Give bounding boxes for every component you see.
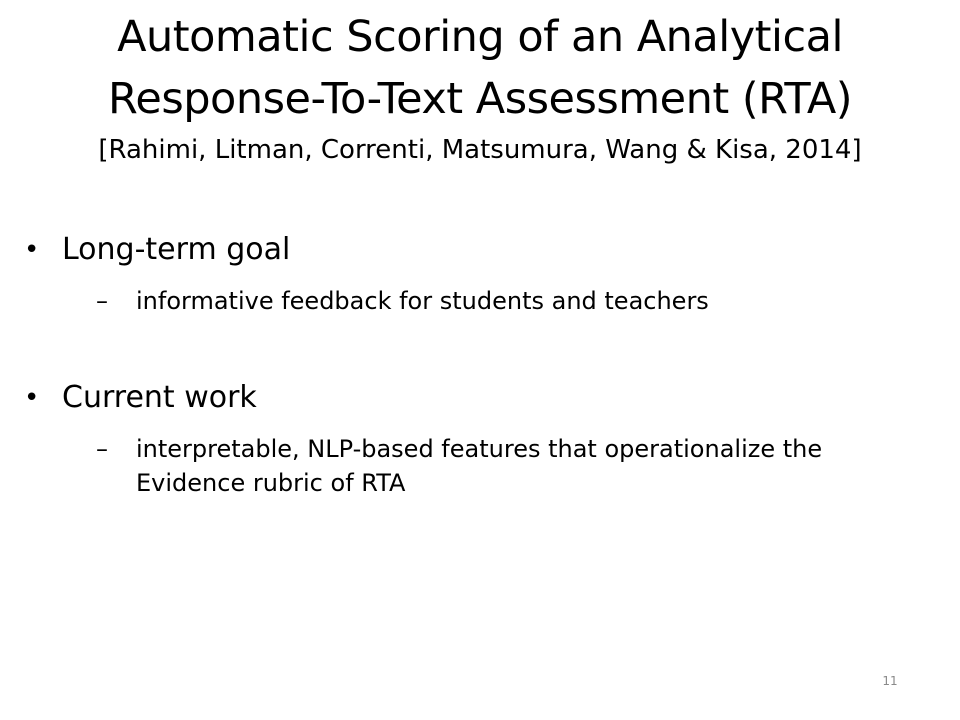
sub-bullet-text: informative feedback for students and teachers (136, 287, 709, 315)
bullet-item (24, 372, 924, 424)
dash-icon: – (96, 287, 108, 315)
slide-body (24, 224, 924, 500)
slide-title (20, 6, 940, 174)
page-number: 11 (882, 674, 898, 688)
bullet-label: Long-term goal (62, 232, 291, 267)
bullet-item (24, 224, 924, 276)
sub-bullet-item (24, 432, 924, 500)
sub-bullet-item (24, 284, 924, 318)
title-line-1: Automatic Scoring of an Analytical (117, 12, 843, 62)
bullet-icon: • (24, 383, 40, 413)
citation: [Rahimi, Litman, Correnti, Matsumura, Wang & Kisa, 2014] (98, 135, 862, 165)
bullet-icon: • (24, 235, 40, 265)
spacer (24, 318, 924, 372)
dash-icon: – (96, 435, 108, 463)
sub-bullet-text: interpretable, NLP-based features that operationalize the Evidence rubric of RTA (136, 435, 823, 497)
title-line-2: Response-To-Text Assessment (RTA) (107, 74, 853, 124)
bullet-label: Current work (62, 380, 257, 415)
